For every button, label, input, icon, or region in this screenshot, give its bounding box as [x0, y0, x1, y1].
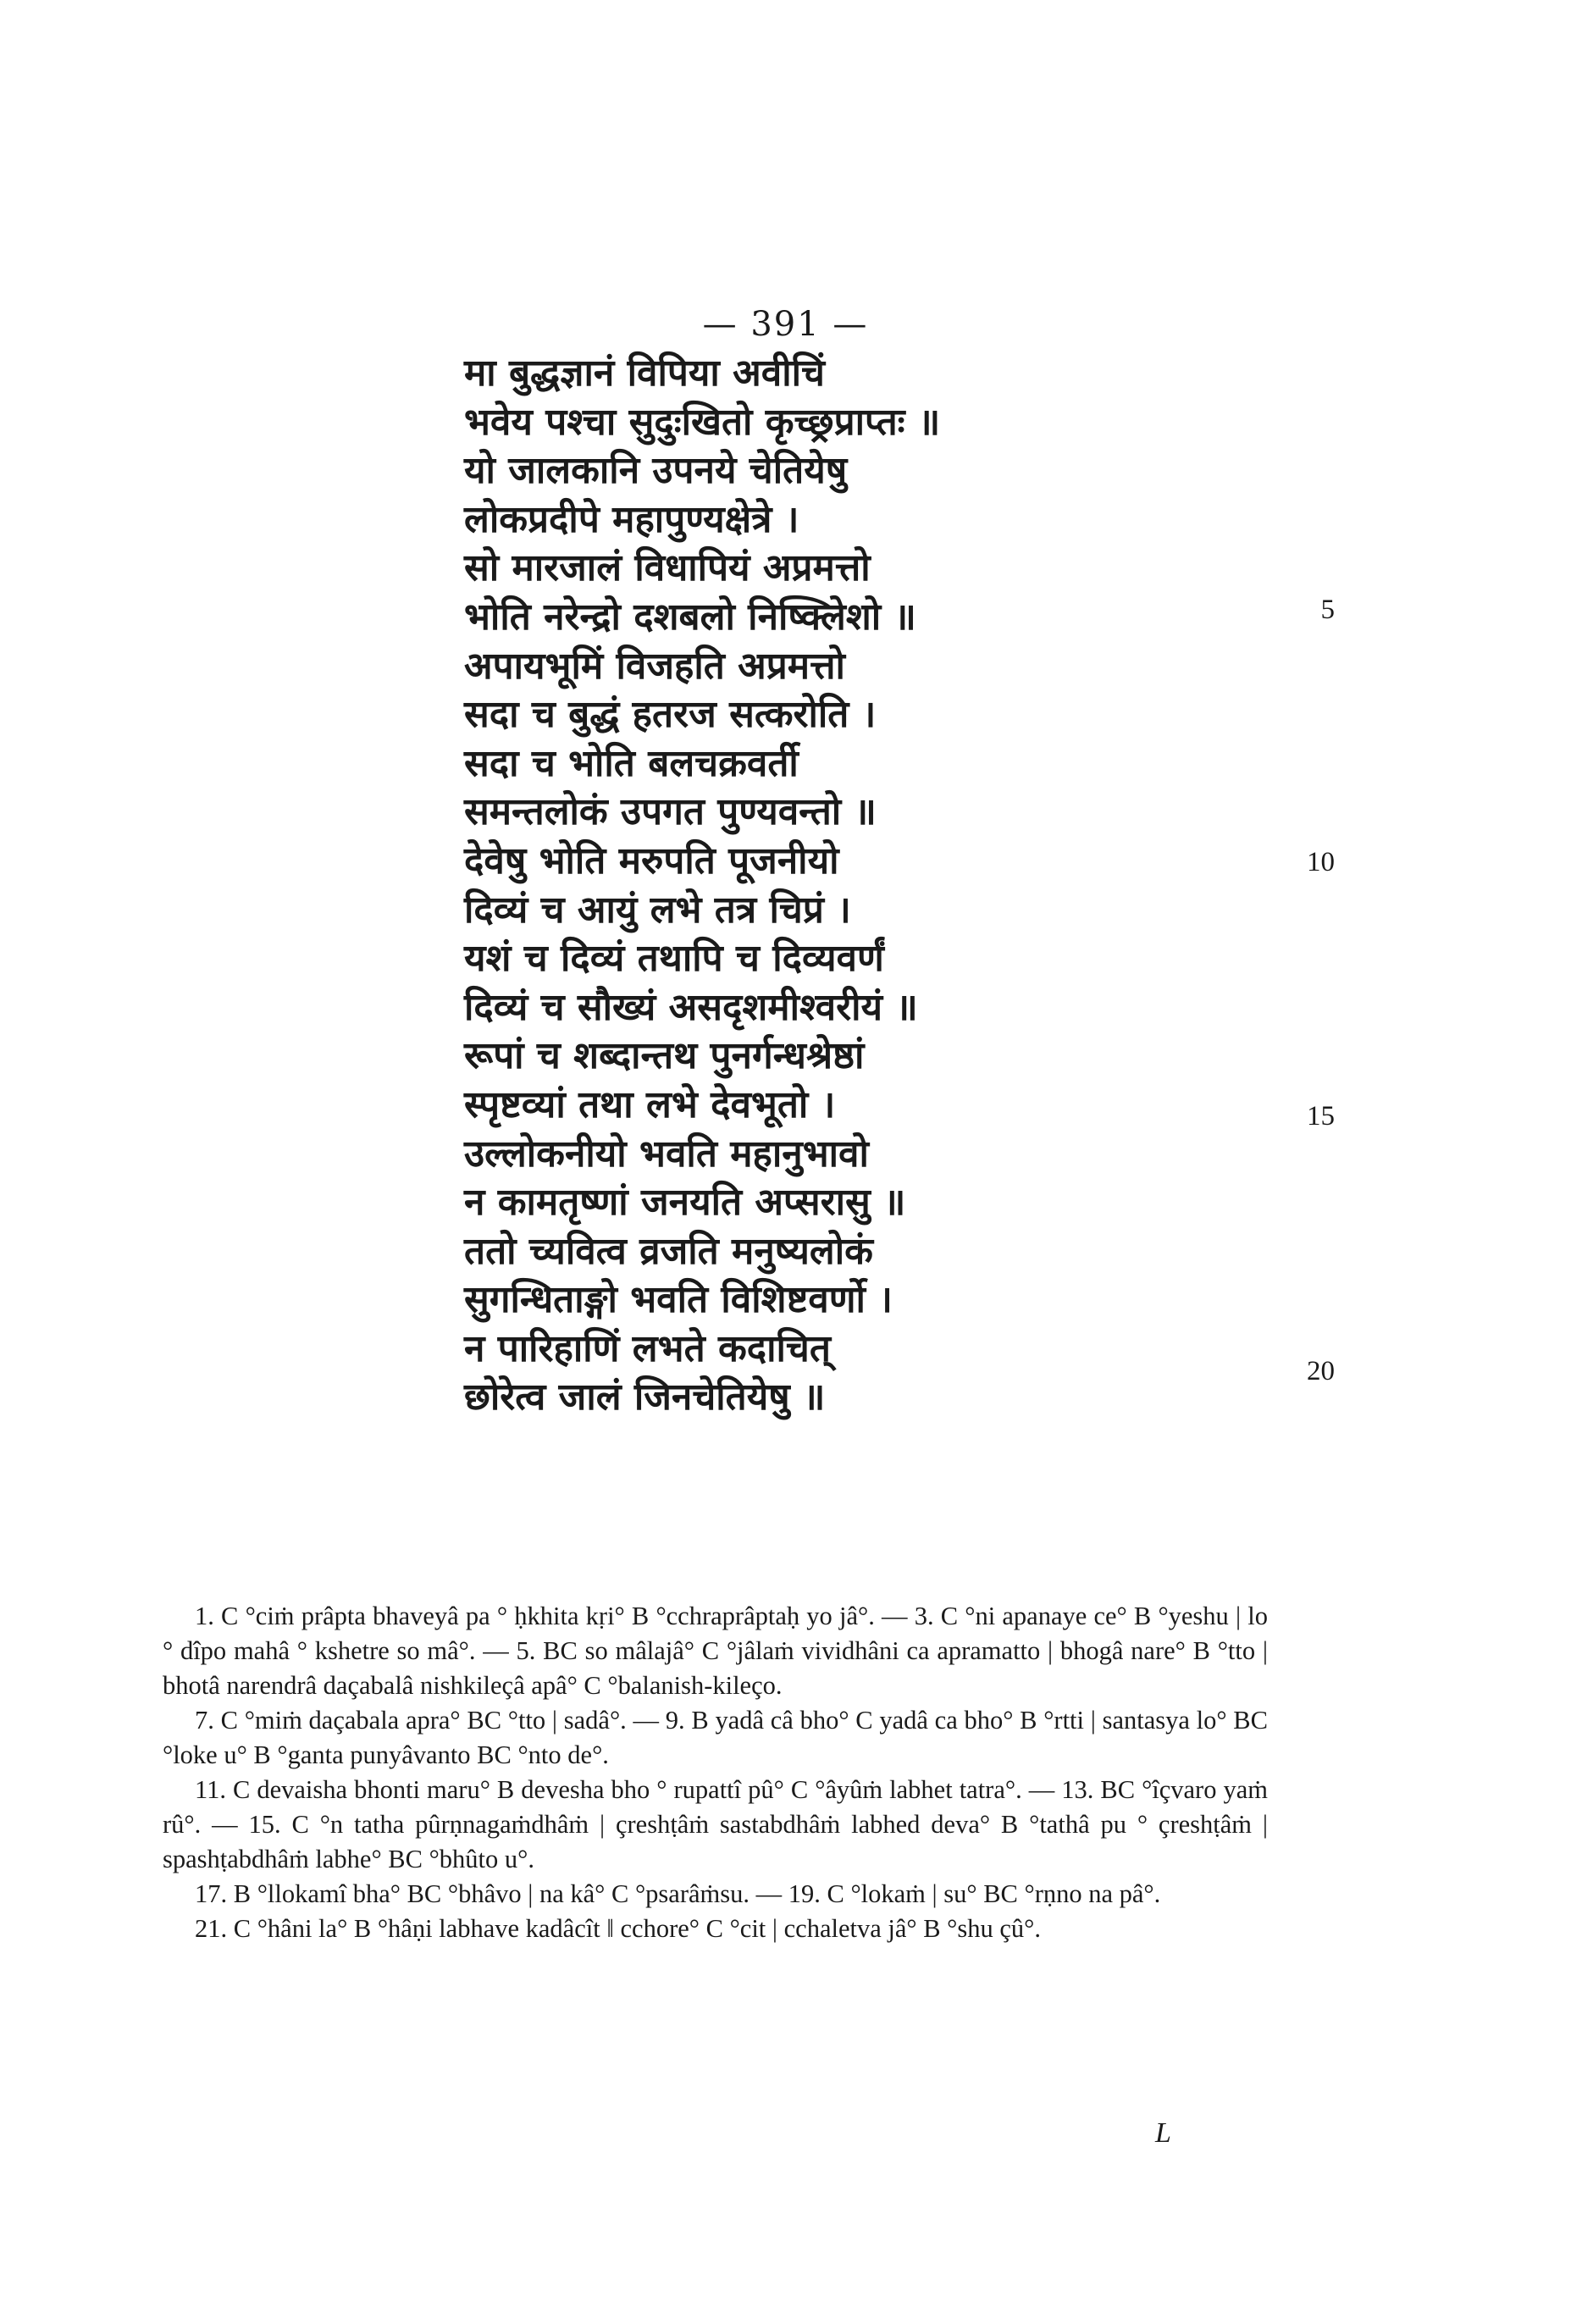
- verse-line-14: दिव्यं च सौख्यं असदृशमीश्वरीयं ॥: [464, 985, 918, 1029]
- verse-line-4: लोकप्रदीपे महापुण्यक्षेत्रे ।: [464, 497, 799, 541]
- verse-line-15: रूपां च शब्दान्तथ पुनर्गन्धश्रेष्ठां: [464, 1034, 865, 1078]
- footnote: 21. C °hâni la° B °hâṇi labhave kadâcît ‖ cchore° C °cit | cchaletva jâ° B °shu çû°.: [195, 1914, 1041, 1943]
- line-number-20: 20: [1307, 1356, 1335, 1386]
- verse-line-18: न कामतृष्णां जनयति अप्सरासु ॥: [464, 1181, 906, 1225]
- verse-line-21: न पारिहाणिं लभते कदाचित्: [464, 1326, 831, 1370]
- page-number: — 391 —: [702, 305, 869, 344]
- verse-line-1: मा बुद्धज्ञानं विपिया अवीचिं: [464, 351, 825, 395]
- verse-line-22: छोरेत्व जालं जिनचेतियेषु ॥: [464, 1375, 826, 1419]
- verse-line-2: भवेय पश्चा सुदुःखितो कृच्छ्रप्राप्तः ॥: [464, 400, 941, 444]
- page-signature-mark: L: [1155, 2117, 1171, 2149]
- line-number-15: 15: [1307, 1101, 1335, 1132]
- verse-line-10: समन्तलोकं उपगत पुण्यवन्तो ॥: [464, 790, 877, 834]
- verse-line-5: सो मारजालं विधापियं अप्रमत्तो: [464, 546, 871, 590]
- verse-line-16: स्पृष्टव्यां तथा लभे देवभूतो ।: [464, 1082, 836, 1126]
- line-number-10: 10: [1307, 847, 1335, 877]
- verse-line-7: अपायभूमिं विजहति अप्रमत्तो: [464, 644, 845, 688]
- footnote: 11. C devaisha bhonti maru° B devesha bho ° rupattî pû° C °âyûṁ labhet tatra°. — 13. BC °îçvaro yaṁ rû°. — 15. C °n tatha pûrṇnagaṁdhâṁ | çreshṭâṁ sastabdhâṁ labhed deva° B °tathâ pu ° çreshṭâṁ | spashṭabdhâṁ labhe° BC °bhûto u°.: [163, 1775, 1268, 1873]
- footnotes: [163, 1599, 1268, 1946]
- verse-line-3: यो जालकानि उपनये चेतियेषु: [464, 449, 848, 493]
- footnote: 7. C °miṁ daçabala apra° BC °tto | sadâ°. — 9. B yadâ câ bho° C yadâ ca bho° B °rtti | santasya lo° BC °loke u° B °ganta punyâvanto BC °nto de°.: [163, 1706, 1268, 1769]
- verse-line-20: सुगन्धिताङ्गो भवति विशिष्टवर्णो ।: [464, 1278, 893, 1322]
- verse-line-11: देवेषु भोति मरुपति पूजनीयो: [464, 838, 839, 883]
- verse-line-17: उल्लोकनीयो भवति महानुभावो: [464, 1132, 869, 1176]
- footnote: 17. B °llokamî bha° BC °bhâvo | na kâ° C °psarâṁsu. — 19. C °lokaṁ | su° BC °rṇno na pâ°.: [195, 1879, 1161, 1908]
- verse-line-6: भोति नरेन्द्रो दशबलो निष्क्लिेशो ॥: [464, 595, 916, 639]
- verse-line-8: सदा च बुद्धं हतरज सत्करोति ।: [464, 693, 877, 737]
- verse-line-19: ततो च्यवित्व व्रजति मनुष्यलोकं: [464, 1229, 873, 1273]
- verse-line-13: यशं च दिव्यं तथापि च दिव्यवर्णं: [464, 937, 884, 981]
- verse-line-9: सदा च भोति बलचक्रवर्ती: [464, 741, 799, 785]
- verse-block: [464, 349, 1311, 1422]
- footnote: 1. C °ciṁ prâpta bhaveyâ pa ° ḥkhita kṛi° B °cchraprâptaḥ yo jâ°. — 3. C °ni apanaye ce° B °yeshu | lo ° dîpo mahâ ° kshetre so mâ°. — 5. BC so mâlajâ° C °jâlaṁ vividhâni ca apramatto | bhogâ nare° B °tto | bhotâ narendrâ daçabalâ nishkileçâ apâ° C °balanish-kileço.: [163, 1602, 1268, 1700]
- verse-line-12: दिव्यं च आयुं लभे तत्र चिप्रं ।: [464, 888, 851, 932]
- line-number-5: 5: [1320, 595, 1335, 625]
